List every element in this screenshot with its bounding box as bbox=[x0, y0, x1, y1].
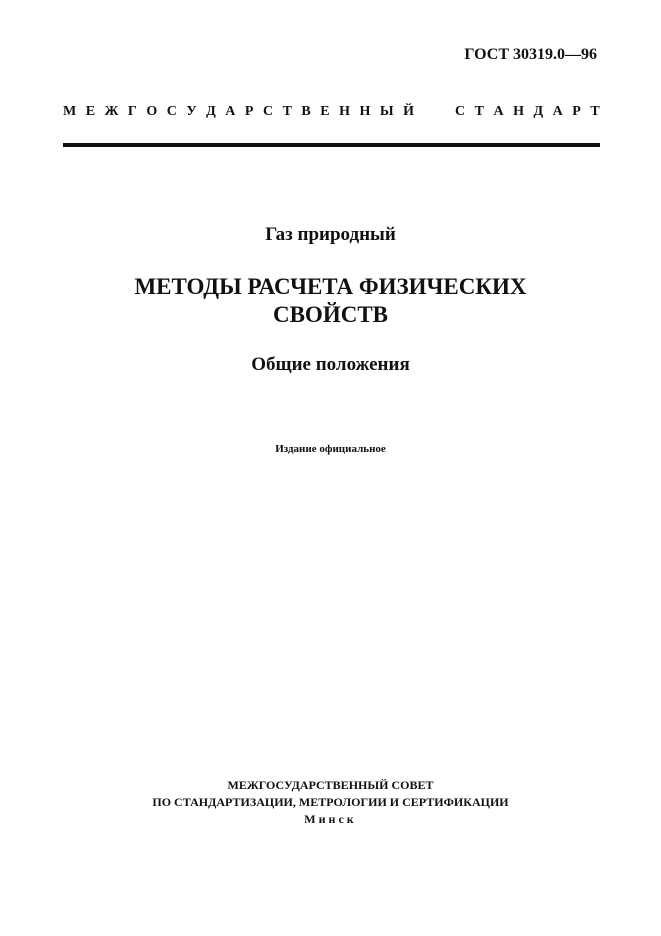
standard-type-letter: Е bbox=[85, 104, 96, 119]
standard-type-letter: О bbox=[146, 104, 158, 119]
main-title-line-1: МЕТОДЫ РАСЧЕТА ФИЗИЧЕСКИХ bbox=[134, 274, 527, 299]
publisher-block bbox=[0, 777, 661, 828]
document-number: ГОСТ 30319.0—96 bbox=[464, 46, 597, 63]
standard-type-letter: Н bbox=[513, 104, 525, 119]
standard-type-letter: Ы bbox=[379, 104, 394, 119]
standard-type-letter: Т bbox=[474, 104, 484, 119]
standard-type-letter: С bbox=[262, 104, 274, 119]
standard-type-letter: А bbox=[552, 104, 563, 119]
edition-note: Издание официальное bbox=[275, 443, 386, 455]
standard-type-letter: Т bbox=[590, 104, 600, 119]
standard-type-letter: Д bbox=[206, 104, 216, 119]
standard-type-banner bbox=[63, 104, 600, 120]
header-divider bbox=[63, 143, 600, 147]
standard-type-letter: Ж bbox=[104, 104, 119, 119]
standard-type-letter: Т bbox=[282, 104, 292, 119]
standard-type-letter: Н bbox=[339, 104, 350, 119]
document-main-title bbox=[0, 273, 661, 329]
word-gap bbox=[424, 104, 446, 120]
publisher-line-2: ПО СТАНДАРТИЗАЦИИ, МЕТРОЛОГИИ И СЕРТИФИКАЦИИ bbox=[152, 795, 509, 809]
document-subtitle: Общие положения bbox=[251, 354, 410, 375]
standard-type-letter: Р bbox=[572, 104, 581, 119]
standard-type-letter: А bbox=[225, 104, 236, 119]
standard-type-letter: Н bbox=[359, 104, 371, 119]
standard-type-letter: А bbox=[493, 104, 504, 119]
standard-type-letter: Й bbox=[403, 104, 415, 119]
standard-type-letter: Е bbox=[320, 104, 330, 119]
main-title-line-2: СВОЙСТВ bbox=[272, 302, 389, 327]
publisher-line-1: МЕЖГОСУДАРСТВЕННЫЙ СОВЕТ bbox=[227, 778, 434, 792]
document-subject: Газ природный bbox=[265, 224, 396, 245]
standard-type-letter: В bbox=[301, 104, 311, 119]
standard-type-letter: М bbox=[63, 104, 77, 119]
publisher-city: Минск bbox=[304, 812, 357, 826]
standard-type-letter: Д bbox=[533, 104, 544, 119]
standard-type-letter: Р bbox=[244, 104, 254, 119]
standard-type-letter: С bbox=[455, 104, 466, 119]
standard-type-letter: Г bbox=[127, 104, 137, 119]
standard-type-letter: С bbox=[166, 104, 177, 119]
standard-type-letter: У bbox=[186, 104, 197, 119]
